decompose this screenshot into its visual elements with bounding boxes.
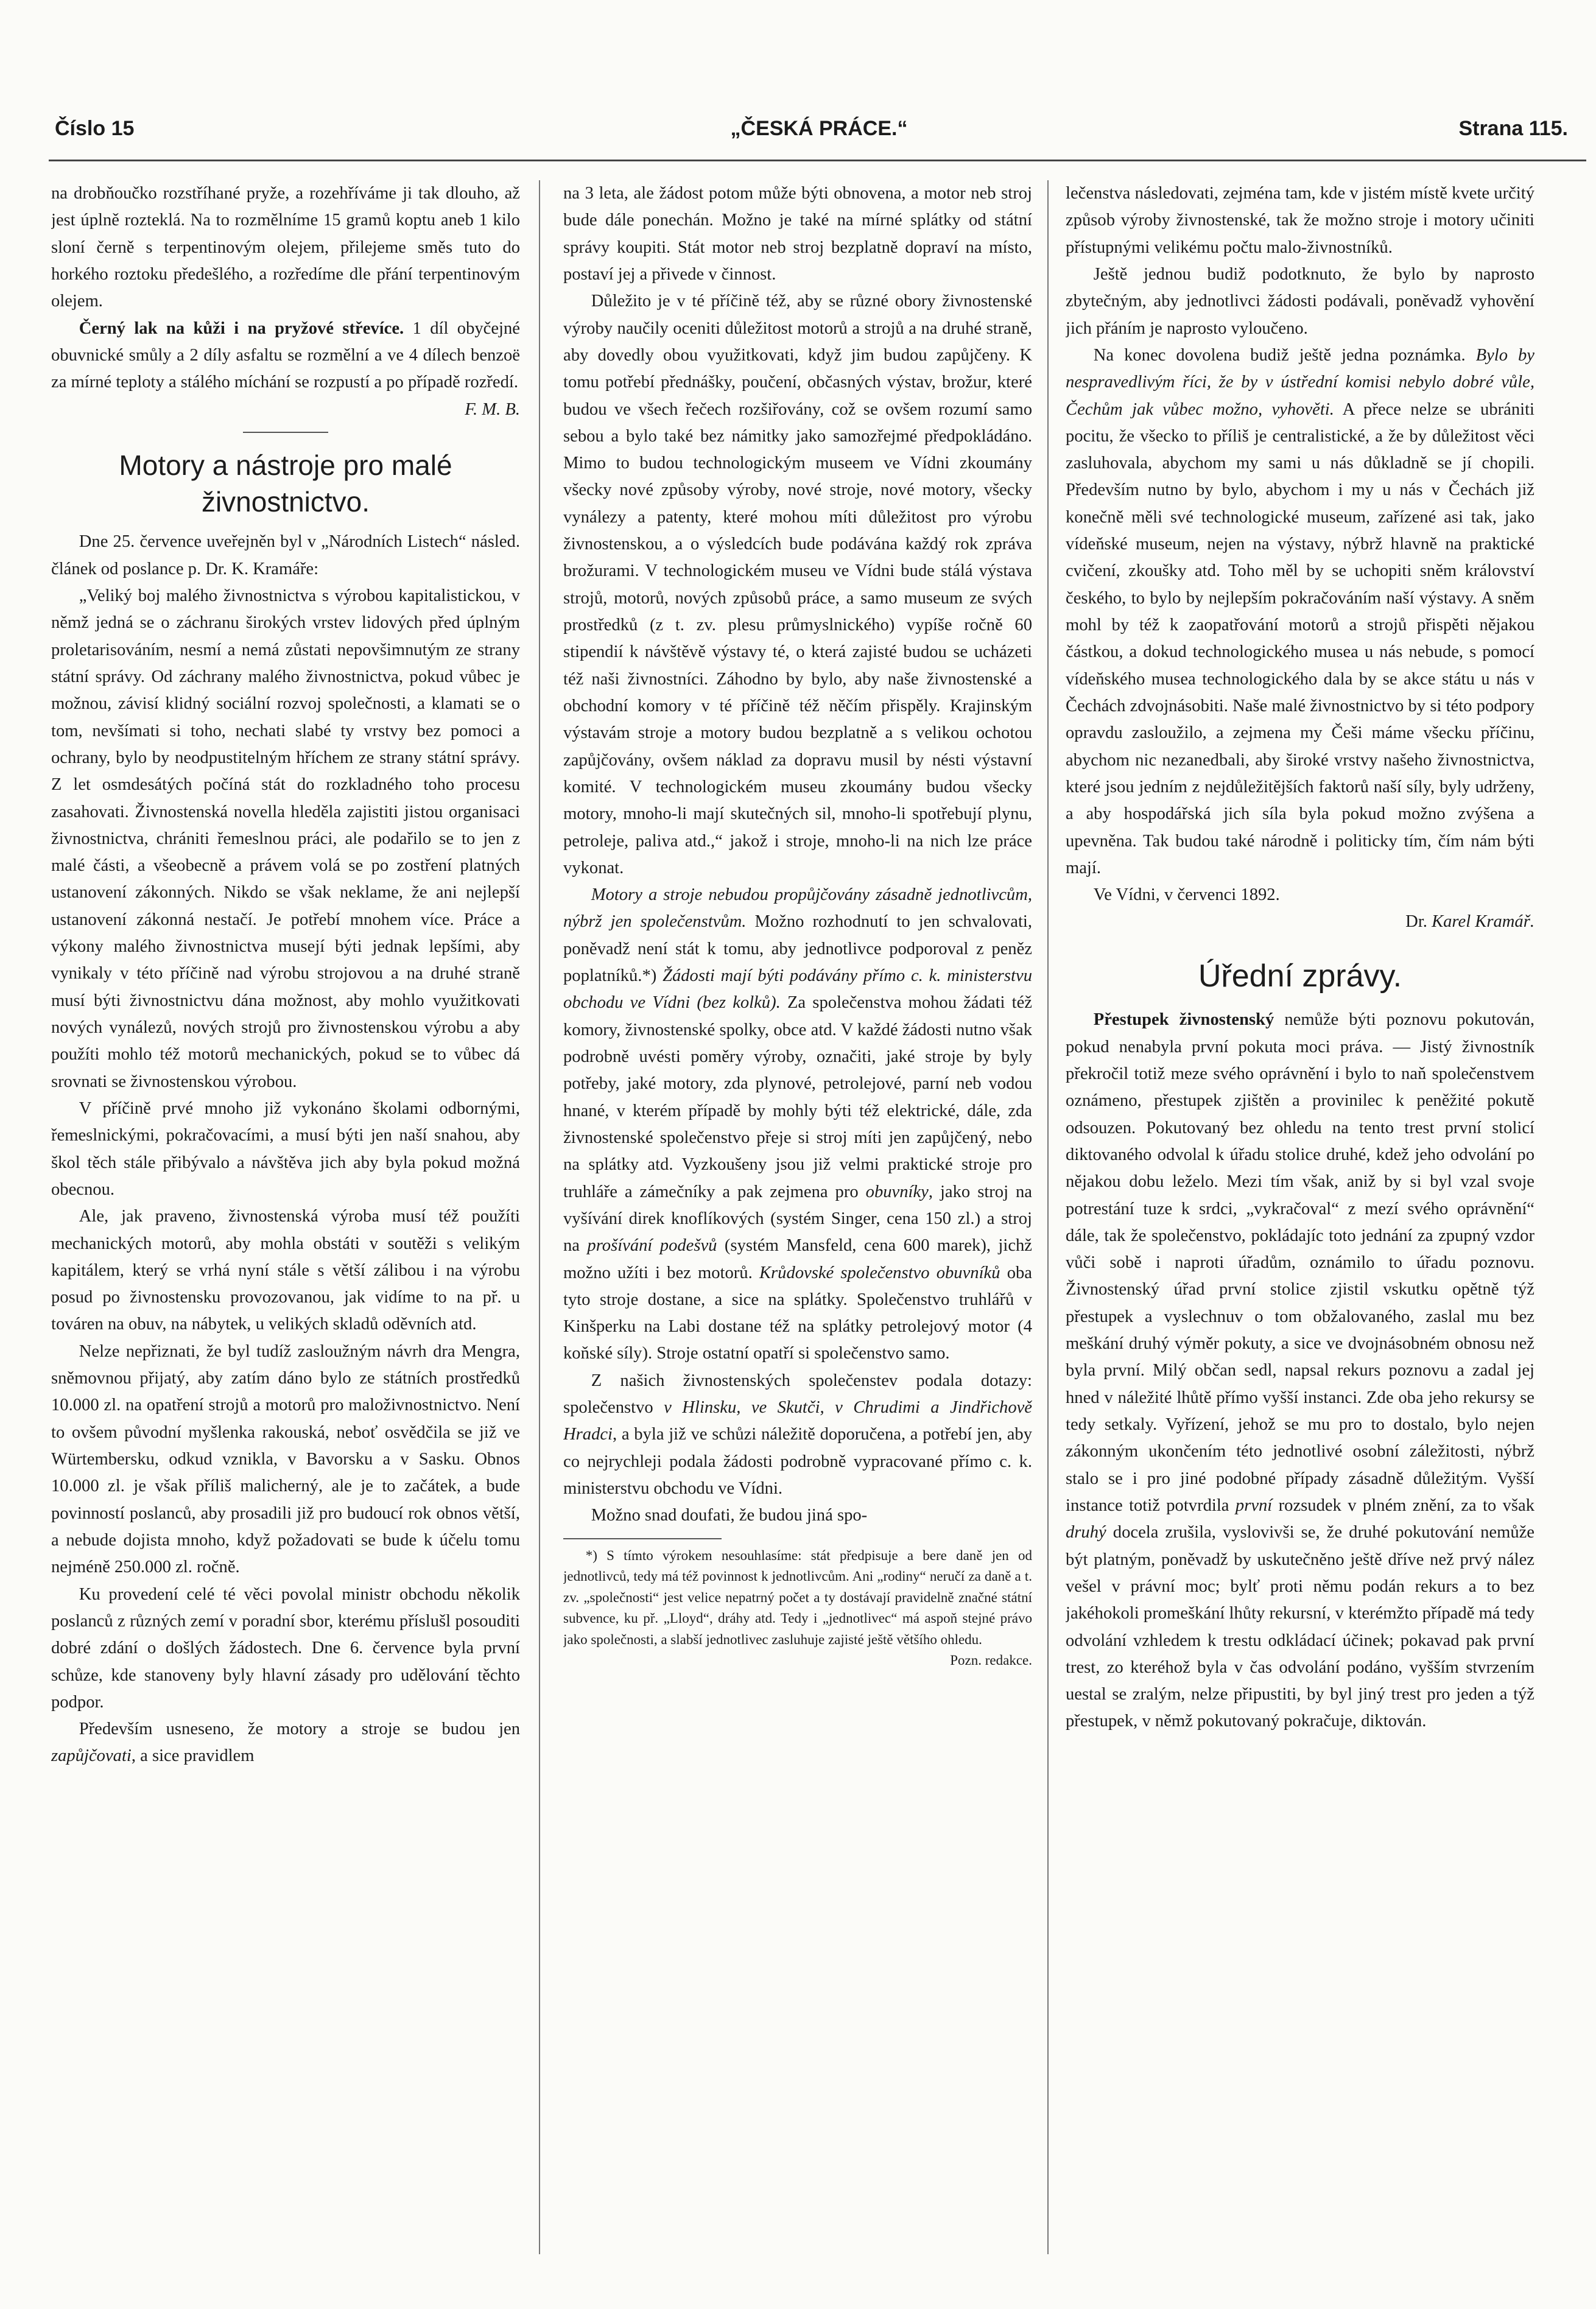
column-2 <box>563 180 1032 2272</box>
paragraph: Důležito je v té příčině též, aby se různé obory živnostenské výroby naučily oceniti důležitost motorů a strojů a na druhé straně, aby dovedly obou využitkovati, když jim budou zapůjčeny. K tomu potřebí přednášky, poučení, občasných výstav, brožur, které budou ve všech řečech rozšiřovány, což se ovšem rozumí samo sebou a bylo také bez námitky jako samozřejmé předpokládáno. Mimo to budou technologickým museem ve Vídni zkoumány všecky nové způsoby výroby, nové stroje, nové motory, všecky vynálezy a patenty, které mohou míti důležitost pro výrobu živnostenskou, a o výsledcích bude podávána každý rok zpráva brožurami. V technologickém museu ve Vídni bude stálá výstava strojů, motorů, nových způsobů práce, a samo museum ze svých prostředků (z t. zv. plesu průmyslnického) vypíše ročně 60 stipendií k návštěvě výstavy té, o která zajisté budou se ucházeti též naši živnostníci. Záhodno by bylo, aby naše živnostenské a obchodní komory v té příčině též něčím přispěly. Krajinským výstavám stroje a motory budou bezplatně a s velikou ochotou zapůjčovány, ovšem náklad za dopravu musil by nésti výstavní komité. V technologickém museu zkoumány budou všecky motory, mnoho-li mají skutečných sil, mnoho-li spotřebují plynu, petroleje, paliva atd.,“ jakož i stroje, mnoho-li na nich lze práce vykonat. <box>563 292 1032 877</box>
paragraph: Motory a stroje nebudou propůjčovány zásadně jednotlivcům, nýbrž jen společenstvům. Možno rozhodnutí to jen schvalovati, poněvadž není stát k tomu, aby jednotlivce podporoval z peněz poplatníků.*) Žádosti mají býti podávány přímo c. k. ministerstvu obchodu ve Vídni (bez kolků). Za společenstva mohou žádati též komory, živnostenské spolky, obce atd. V každé žádosti nutno však podrobně uvésti poměry výroby, označiti, jaké stroje by byly potřeby, jaké motory, zda plynové, petrolejové, parní neb vodou hnané, v kterém případě by mohly býti též elektrické, dále, zda živnostenské společenstvo přeje si stroj míti jen zapůjčený, nebo na splátky atd. Vyzkoušeny jsou již velmi praktické stroje pro truhláře a zámečníky a pak zejmena pro obuvníky, jako stroj na vyšívání direk knoflíkových (systém Singer, cena 150 zl.) a stroj na prošívání podešvů (systém Mansfeld, cena 600 marek), jichž možno užíti i bez motorů. Krůdovské společenstvo obuvníků oba tyto stroje dostane, a sice na splátky. Společenstvo truhlářů v Kinšperku na Labi dostane též na splátky petrolejový motor (4 koňské síly). Stroje ostatní opatří si společenstvo samo. <box>563 885 1032 1363</box>
paragraph: na 3 leta, ale žádost potom může býti obnovena, a motor neb stroj bude dále ponechán. Možno je také na mírné splátky od státní správy koupiti. Stát motor neb stroj bezplatně dopraví na místo, postaví jej a přivede v činnost. <box>563 184 1032 284</box>
paragraph: Ještě jednou budiž podotknuto, že bylo by naprosto zbytečným, aby jednotlivci žádosti podávali, poněvadž vyhovění jich přáním je naprosto vyloučeno. <box>1066 264 1534 338</box>
paragraph: Možno snad doufati, že budou jiná spo- <box>591 1506 868 1525</box>
item-heading: Přestupek živnostenský <box>1093 1010 1274 1030</box>
paragraph: „Veliký boj malého živnostnictva s výrobou kapitalistickou, v němž jedná se o záchranu širokých vrstev lidových před úplným proletarisováním, nesmí a nemá zůstati nepovšimnutým ze strany státní správy. Od záchrany malého živnostnictva, pokud vůbec je možnou, závisí klidný sociální rozvoj společnosti, a klamati se o tom, nevšímati si toho, nechati slabé ty vrstvy bez pomoci a ochrany, bylo by neodpustitelným hříchem ze strany státní správy. Z let osmdesátých počíná stát do rozkladného toho procesu zasahovati. Živnostenská novella hleděla zajistiti jistou organisaci živnostnictva, chrániti řemeslnou práci, ale podařilo se to jen z malé části, a všeobecně a právem volá se po zostření platných ustanovení zákonných. Nikdo se však neklame, že ani nejlepší ustanovení zákonná nestačí. Je potřebí mnohem více. Práce a výkony malého živnostnictva musejí býti jednak lepšími, aby vynikaly v této příčině nad výrobu strojovou a na druhé straně musí býti živnostnictvu dána možnost, aby mohlo využitkovati nových vynálezů, nových strojů pro živnostenskou výrobu a aby použíti mohlo též motorů mechanických, pokud se to vůbec dá srovnati se živnostenskou výrobou. <box>51 586 520 1091</box>
section-title: Úřední zprávy. <box>1198 958 1402 994</box>
footnote: *) S tímto výrokem nesouhlasíme: stát předpisuje a bere daně jen od jednotlivců, tedy má též povinnost k jednotlivcům. Ani „rodiny“ neručí za daně a t. zv. „společnosti“ jest velice nepatrný počet a ty dostávají pravidelně značné státní subvence, ku př. „Lloyd“, dráhy atd. Tedy i „jednotlivec“ má aspoň stejné právo jako společnosti, a slabší jednotlivec zasluhuje zajisté ještě většího ohledu. <box>563 1547 1032 1647</box>
column-1 <box>51 180 520 2272</box>
section-divider <box>243 432 328 433</box>
article-intro: Dne 25. července uveřejněn byl v „Národních Listech“ násled. článek od poslance p. Dr. K. Kramáře: <box>51 532 520 578</box>
paragraph: V příčině prvé mnoho již vykonáno školami odbornými, řemeslnickými, pokračovacími, a musí býti jen naší snahou, aby škol těch stále přibývalo a návštěva jich aby byla pokud možná obecnou. <box>51 1098 520 1199</box>
footnote-rule <box>563 1538 722 1539</box>
column-3 <box>1066 180 1534 2272</box>
paragraph: lečenstva následovati, zejména tam, kde v jistém místě kvete určitý způsob výroby živnostenské, tak že možno stroje i motory učiniti přístupnými velikému počtu malo-živnostníků. <box>1066 184 1534 257</box>
recipe-heading: Černý lak na kůži i na pryžové střevíce. <box>79 318 404 338</box>
paragraph: Především usneseno, že motory a stroje se budou jen zapůjčovati, a sice pravidlem <box>51 1720 520 1766</box>
header-rule <box>49 160 1586 161</box>
journal-title: „ČESKÁ PRÁCE.“ <box>730 117 908 140</box>
page-header <box>55 110 1583 146</box>
paragraph: Nelze nepřiznati, že byl tudíž zasloužným návrh dra Mengra, sněmovnou přijatý, aby zatím dáno bylo ze státních prostředků 10.000 zl. na opatření strojů a motorů pro maloživnostnictvo. Není to ovšem původní myšlenka rakouská, neboť osvědčila se již ve Würtembersku, odkud vznikla, v Bavorsku a v Sasku. Obnos 10.000 zl. je však příliš malicherný, ale je to začátek, a bude povinností poslanců, aby prosadili již pro budoucí rok obnos větší, a nebude dojista mnoho, když požadovati se bude k účelu tomu nejméně 250.000 zl. ročně. <box>51 1341 520 1577</box>
author-signature: Dr. Karel Kramář. <box>1405 912 1534 932</box>
paragraph: Ale, jak praveno, živnostenská výroba musí též použíti mechanických motorů, aby mohla obstáti v soutěži s velikým kapitálem, který se vrhá nyní stále s větší zálibou i na výrobu posud po živnostensku provozovanou, jak vidíme to na př. u továren na obuv, na nábytek, u velikých skladů oděvních atd. <box>51 1207 520 1334</box>
paragraph: Z našich živnostenských společenstev podala dotazy: společenstvo v Hlinsku, ve Skutči, v Chrudimi a Jindřichově Hradci, a byla již ve schůzi náležitě doporučena, a potřebí jen, aby co nejrychleji podala žádosti podrobně vypracované přímo c. k. ministerstvu obchodu ve Vídni. <box>563 1371 1032 1498</box>
paragraph: Na konec dovolena budiž ještě jedna poznámka. Bylo by nespravedlivým říci, že by v ústřední komisi nebylo dobré vůle, Čechům jak vůbec možno, vyhověti. A přece nelze se ubrániti pocitu, že všecko to příliš je centralistické, a že by důležitost věci zasluhovala, abychom my sami u nás důkladně se jí chopili. Především nutno by bylo, abychom i my u nás v Čechách již konečně měli své technologické museum, zařízené asi tak, jako vídeňské museum, nejen na výstavy, nýbrž hlavně na praktické cvičení, zkoušky atd. Toho měl by se uchopiti sněm království českého, to bylo by nejlepším pokračováním naší výstavy. A sněm mohl by též k zaopatřování motorů a strojů přispěti nějakou částkou, a dokud technologického musea u nás nebude, s pomocí vídeňského musea technologického dala by se akce státu u nás v Čechách zdvojnásobiti. Naše malé živnostnictvo by si této podpory opravdu zasloužilo, a zejmena my Češi máme všecku příčinu, abychom nic nezanedbali, aby široké vrstvy našeho živnostnictva, které jsou jedním z nejdůležitějších faktorů naší síly, byly udrženy, a aby hospodářská jich síla byla pokud možno zvýšena a upevněna. Tak budou také národně i politicky tím, čím nám býti mají. <box>1066 345 1534 877</box>
column-divider-2 <box>1047 180 1049 2254</box>
paragraph: na drobňoučko rozstříhané pryže, a rozehříváme ji tak dlouho, až jest úplně rozteklá. Na to rozmělníme 15 gramů koptu aneb 1 kilo sloní černě s terpentinovým olejem, přilejeme směs tuto do horkého roztoku předešlého, a rozředíme dle přání terpentinovým olejem. <box>51 184 520 311</box>
column-divider-1 <box>539 180 540 2254</box>
paragraph: Přestupek živnostenský nemůže býti poznovu pokutován, pokud nenabyla první pokuta moci práva. — Jistý živnostník překročil totiž meze svého oprávnění i bylo to naň společenstvem oznámeno, přestupek zjištěn a provinilec k peněžité pokutě odsouzen. Pokutovaný bez ohledu na tento trest první stolicí diktovaného odvolal k úřadu stolice druhé, kdež jeho odvolání po nějakou dobu leželo. Mezi tím však, aniž by si byl vzal svoje potrestání tuze k srdci, „vykračoval“ z mezí svého oprávnění“ dále, tak že společenstvo, pokládajíc toto jednání za zpupný vzdor vůči sobě i naproti úřadům, oznámilo to úřadu poznovu. Živnostenský úřad první stolice zjistil vskutku opětně týž přestupek a vyslechnuv o tom obžalovaného, zaslal mu bez meškání druhý výměr pokuty, a sice ve dvojnásobném obnosu než byla první. Milý občan sedl, napsal rekurs poznovu a zadal jej hned v náležité lhůtě přímo vyšší instanci. Zde oba jeho rekursy se tedy setkaly. Vyřízení, jehož se mu pro to dostalo, bylo nejen zákonným ukončením této jednotlivé osobní záležitosti, nýbrž stalo se i pro jiné podobné případy zásadně důležitým. Vyšší instance totiž potvrdila první rozsudek v plném znění, za to však druhý docela zrušila, vyslovivši se, že druhé pokutování nemůže být platným, poněvadž by uskutečněno ještě dříve než prvý nález vešel v právní moc; bylť proti němu podán rekurs a to bez jakéhokoli promeškání lhůty rekursní, v kterémžto případě má tedy odvolání vzhledem k trestu odkládací účinek; pokavad pak první trest, zo kteréhož byla v čas odvolání podáno, vyšším stvrzením uestal se zralým, nelze připustiti, by byl jiný trest pro jeden a týž přestupek, v němž pokutovaný pokračuje, diktován. <box>1066 1010 1534 1731</box>
article-title: Motory a nástroje pro malé živnostnictvo. <box>119 449 452 518</box>
page-number: Strana 115. <box>1458 117 1568 140</box>
issue-number: Číslo 15 <box>55 117 135 140</box>
footnote-signature: Pozn. redakce. <box>950 1653 1032 1668</box>
paragraph: Černý lak na kůži i na pryžové střevíce. 1 díl obyčejné obuvnické smůly a 2 díly asfaltu se rozmělní a ve 4 dílech benzoë za mírné teploty a stálého míchání se rozpustí a po případě rozředí. <box>51 318 520 392</box>
dateline: Ve Vídni, v červenci 1892. <box>1093 885 1280 905</box>
paragraph: Ku provedení celé té věci povolal ministr obchodu několik poslanců z různých zemí v poradní sbor, kterému příslušl posouditi dobré zdání o došlých žádostech. Dne 6. července byla první schůze, kde stanoveny byly hlavní zásady pro udělování těchto podpor. <box>51 1584 520 1712</box>
author-signature: F. M. B. <box>465 399 520 419</box>
